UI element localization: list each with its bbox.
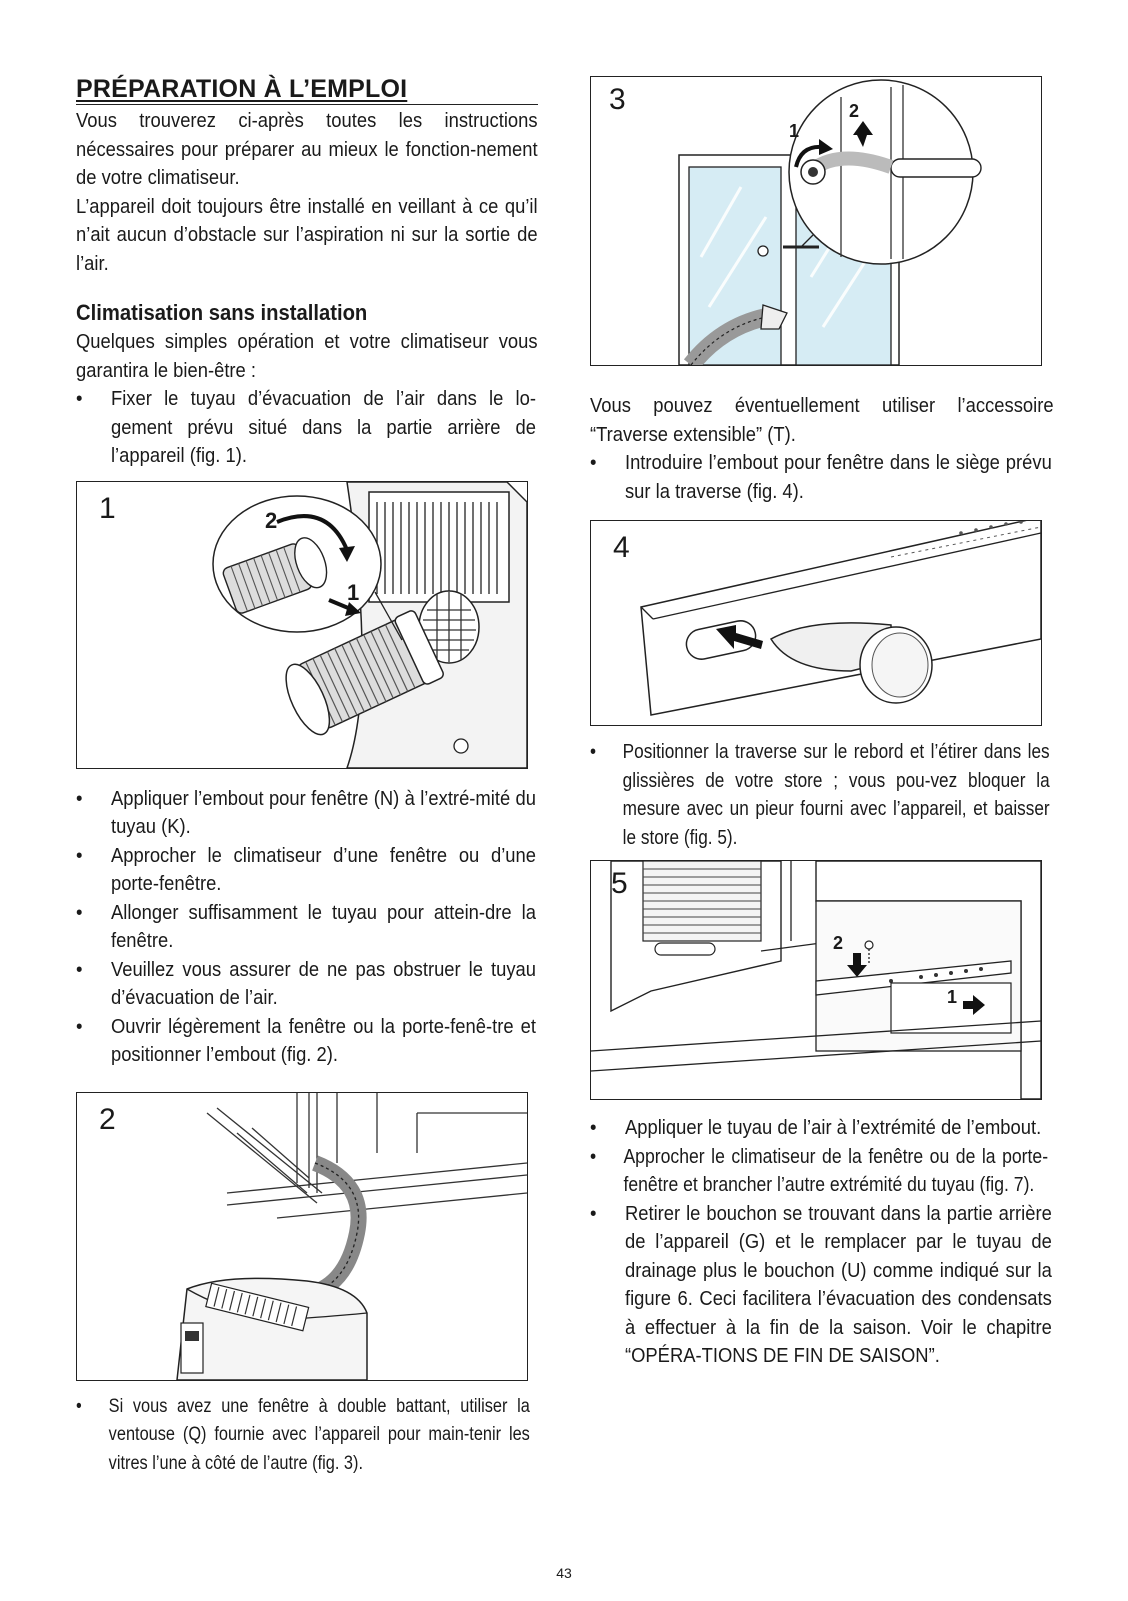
list-item: • Retirer le bouchon se trouvant dans la partie arrière de l’appareil (G) et le remplacer par le tuyau de drainage plus le bouchon (U) comme indiqué sur la figure 6. Ceci facilitera l’évacuation des condensats à effectuer à la fin de la saison. Voir le chapitre “OPÉRA-TIONS DE FIN DE SAISON”.: [590, 1202, 1052, 1367]
list-item: • Approcher le climatiseur d’une fenêtre ou d’une porte-fenêtre.: [76, 844, 537, 895]
figure-5-step-2: 2: [833, 933, 844, 953]
list-item: • Ouvrir légèrement la fenêtre ou la porte-fenê-tre et positionner l’embout (fig. 2).: [76, 1015, 537, 1066]
list-item: • Positionner la traverse sur le rebord et l’étirer dans les glissières de votre store ; vous pou-vez bloquer la mesure avec un pieur fourni avec l’appareil, et baisser le store (fig. 5).: [590, 741, 1050, 849]
bullet-list-r3: [590, 1114, 1054, 1371]
section-subtitle: Climatisation sans installation: [76, 300, 368, 325]
figure-5-step-1: 1: [947, 987, 958, 1007]
bullet-list-r2: [590, 738, 1054, 852]
section-intro: Quelques simples opération et votre climatiseur vous garantira le bien-être :: [76, 331, 538, 382]
intro-paragraph-2: L’appareil doit toujours être installé en veillant à ce qu’il n’ait aucun d’obstacle sur l’aspiration ni sur la sortie de l’air.: [76, 195, 538, 275]
list-item: • Fixer le tuyau d’évacuation de l’air dans le lo-gement prévu situé dans la partie arrière de l’appareil (fig. 1).: [76, 388, 537, 467]
figure-4-number: 4: [613, 531, 630, 564]
list-item: • Introduire l’embout pour fenêtre dans le siège prévu sur la traverse (fig. 4).: [590, 452, 1052, 503]
accessory-paragraph: Vous pouvez éventuellement utiliser l’accessoire “Traverse extensible” (T).: [590, 395, 1054, 446]
figure-4: [590, 520, 1042, 726]
figure-1-number: 1: [99, 491, 116, 525]
figure-3-step-2: 2: [849, 101, 860, 121]
right-column: [590, 76, 1054, 1371]
bullet-list-1: [76, 385, 538, 471]
intro-paragraph-1: Vous trouverez ci-après toutes les instructions nécessaires pour préparer au mieux le fonction-nement de votre climatiseur.: [76, 110, 538, 189]
figure-4-illustration: [591, 521, 1041, 725]
list-item: • Veuillez vous assurer de ne pas obstruer le tuyau d’évacuation de l’air.: [76, 958, 537, 1009]
page-number: 43: [556, 1565, 572, 1581]
bullet-list-3: [76, 1393, 538, 1479]
figure-3-step-1: 1: [789, 121, 800, 141]
figure-1-illustration: [77, 482, 527, 768]
figure-2-number: 2: [99, 1102, 116, 1136]
figure-2: [76, 1092, 528, 1381]
page-title: PRÉPARATION À L’EMPLOI: [76, 74, 538, 105]
figure-3-illustration: [591, 77, 1041, 365]
figure-3-number: 3: [609, 83, 626, 116]
figure-3: [590, 76, 1042, 366]
bullet-list-r1: [590, 449, 1054, 506]
list-item: • Allonger suffisamment le tuyau pour attein-dre la fenêtre.: [76, 901, 537, 952]
list-item: • Approcher le climatiseur de la fenêtre ou de la porte-fenêtre et brancher l’autre extrémité du tuyau (fig. 7).: [590, 1145, 1049, 1196]
list-item: • Si vous avez une fenêtre à double battant, utiliser la ventouse (Q) fournie avec l’appareil pour main-tenir les vitres l’une à côté de l’autre (fig. 3).: [76, 1395, 530, 1474]
figure-5-number: 5: [611, 867, 628, 900]
figure-1-step-1: 1: [347, 579, 360, 605]
list-item: • Appliquer l’embout pour fenêtre (N) à l’extré-mité du tuyau (K).: [76, 787, 537, 838]
figure-1-step-2: 2: [265, 507, 278, 533]
left-column: [76, 62, 538, 1478]
list-item: • Appliquer le tuyau de l’air à l’extrémité de l’embout.: [590, 1117, 1042, 1139]
figure-5-illustration: [591, 861, 1041, 1099]
bullet-list-2: [76, 785, 538, 1070]
figure-1: [76, 481, 528, 769]
figure-2-illustration: [77, 1093, 527, 1380]
figure-5: [590, 860, 1042, 1100]
